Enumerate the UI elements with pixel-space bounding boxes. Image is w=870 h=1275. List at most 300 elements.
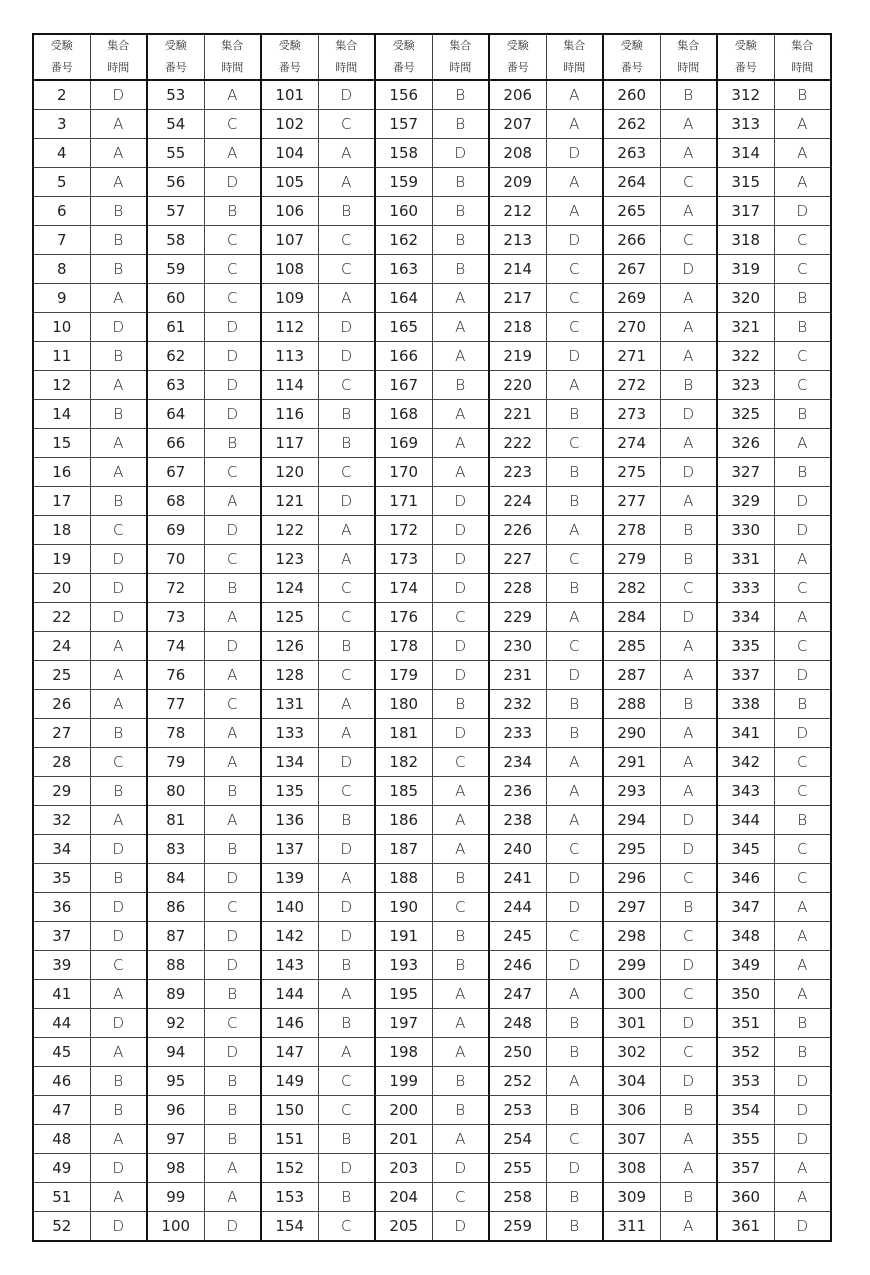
exam-number-cell: 12 xyxy=(33,371,90,400)
assembly-time-header-top: 集合 xyxy=(204,34,261,57)
exam-number-cell: 41 xyxy=(33,980,90,1009)
exam-number-cell: 79 xyxy=(147,748,204,777)
assembly-time-cell: B xyxy=(90,226,147,255)
assembly-time-cell: D xyxy=(546,951,603,980)
assembly-time-cell: B xyxy=(660,690,717,719)
exam-number-cell: 343 xyxy=(717,777,774,806)
assembly-time-cell: B xyxy=(660,893,717,922)
assembly-time-cell: A xyxy=(432,835,489,864)
exam-number-cell: 236 xyxy=(489,777,546,806)
exam-number-cell: 326 xyxy=(717,429,774,458)
exam-number-header-top: 受験 xyxy=(375,34,432,57)
assembly-time-cell: A xyxy=(774,951,831,980)
exam-number-cell: 37 xyxy=(33,922,90,951)
assembly-time-cell: B xyxy=(432,110,489,139)
assembly-time-cell: D xyxy=(660,603,717,632)
assembly-time-cell: D xyxy=(432,719,489,748)
assembly-time-cell: B xyxy=(432,255,489,284)
table-row xyxy=(33,197,831,226)
assembly-time-cell: A xyxy=(546,516,603,545)
exam-number-cell: 214 xyxy=(489,255,546,284)
assembly-time-cell: B xyxy=(432,951,489,980)
assembly-time-cell: B xyxy=(204,777,261,806)
assembly-time-cell: B xyxy=(318,632,375,661)
assembly-time-cell: B xyxy=(90,400,147,429)
header-row-top xyxy=(33,34,831,57)
assembly-time-cell: D xyxy=(318,487,375,516)
assembly-time-cell: D xyxy=(318,748,375,777)
assembly-time-cell: A xyxy=(318,864,375,893)
assembly-time-cell: D xyxy=(660,458,717,487)
assembly-time-cell: B xyxy=(204,1096,261,1125)
exam-number-cell: 28 xyxy=(33,748,90,777)
table-row xyxy=(33,1096,831,1125)
exam-number-cell: 325 xyxy=(717,400,774,429)
assembly-time-cell: C xyxy=(318,458,375,487)
exam-number-header-top: 受験 xyxy=(147,34,204,57)
assembly-time-cell: C xyxy=(318,371,375,400)
table-row xyxy=(33,168,831,197)
assembly-time-cell: A xyxy=(90,458,147,487)
exam-number-cell: 178 xyxy=(375,632,432,661)
assembly-time-cell: A xyxy=(546,80,603,110)
table-row xyxy=(33,545,831,574)
exam-number-cell: 302 xyxy=(603,1038,660,1067)
exam-number-cell: 246 xyxy=(489,951,546,980)
exam-number-header-bottom: 番号 xyxy=(147,57,204,80)
assembly-time-cell: D xyxy=(90,545,147,574)
exam-number-cell: 151 xyxy=(261,1125,318,1154)
exam-number-cell: 144 xyxy=(261,980,318,1009)
exam-number-cell: 300 xyxy=(603,980,660,1009)
assembly-time-cell: C xyxy=(318,603,375,632)
assembly-time-cell: D xyxy=(432,1154,489,1183)
assembly-time-cell: C xyxy=(204,255,261,284)
exam-number-cell: 58 xyxy=(147,226,204,255)
assembly-time-cell: C xyxy=(774,342,831,371)
exam-number-cell: 139 xyxy=(261,864,318,893)
table-row xyxy=(33,110,831,139)
assembly-time-cell: C xyxy=(204,226,261,255)
assembly-time-cell: D xyxy=(90,1009,147,1038)
assembly-time-cell: C xyxy=(318,574,375,603)
assembly-time-cell: B xyxy=(204,197,261,226)
exam-number-cell: 121 xyxy=(261,487,318,516)
assembly-time-cell: B xyxy=(660,80,717,110)
exam-number-cell: 59 xyxy=(147,255,204,284)
assembly-time-cell: D xyxy=(546,1154,603,1183)
assembly-time-cell: C xyxy=(774,226,831,255)
assembly-time-cell: A xyxy=(432,342,489,371)
exam-number-cell: 334 xyxy=(717,603,774,632)
exam-number-cell: 154 xyxy=(261,1212,318,1242)
exam-number-cell: 45 xyxy=(33,1038,90,1067)
exam-number-cell: 122 xyxy=(261,516,318,545)
exam-number-header-top: 受験 xyxy=(717,34,774,57)
assembly-time-header-top: 集合 xyxy=(660,34,717,57)
assembly-time-cell: C xyxy=(774,864,831,893)
assembly-time-cell: D xyxy=(204,516,261,545)
assembly-time-cell: C xyxy=(204,1009,261,1038)
assembly-time-cell: A xyxy=(660,284,717,313)
table-row xyxy=(33,458,831,487)
assembly-time-cell: D xyxy=(204,1038,261,1067)
assembly-time-header-bottom: 時間 xyxy=(774,57,831,80)
exam-number-cell: 4 xyxy=(33,139,90,168)
exam-number-cell: 298 xyxy=(603,922,660,951)
exam-number-cell: 73 xyxy=(147,603,204,632)
exam-number-cell: 53 xyxy=(147,80,204,110)
exam-number-header-top: 受験 xyxy=(489,34,546,57)
assembly-time-cell: B xyxy=(90,487,147,516)
table-row xyxy=(33,226,831,255)
exam-number-cell: 159 xyxy=(375,168,432,197)
exam-number-cell: 153 xyxy=(261,1183,318,1212)
assembly-time-cell: A xyxy=(660,661,717,690)
exam-number-cell: 92 xyxy=(147,1009,204,1038)
exam-number-cell: 352 xyxy=(717,1038,774,1067)
assembly-time-cell: A xyxy=(90,1125,147,1154)
assembly-time-cell: B xyxy=(90,197,147,226)
exam-number-cell: 209 xyxy=(489,168,546,197)
assembly-time-cell: A xyxy=(90,284,147,313)
exam-number-cell: 156 xyxy=(375,80,432,110)
assembly-time-cell: A xyxy=(660,487,717,516)
exam-number-cell: 112 xyxy=(261,313,318,342)
exam-number-cell: 69 xyxy=(147,516,204,545)
assembly-time-cell: C xyxy=(204,458,261,487)
table-row xyxy=(33,400,831,429)
assembly-time-cell: B xyxy=(546,690,603,719)
exam-number-cell: 232 xyxy=(489,690,546,719)
assembly-time-cell: A xyxy=(90,632,147,661)
exam-number-cell: 212 xyxy=(489,197,546,226)
exam-number-cell: 24 xyxy=(33,632,90,661)
table-row xyxy=(33,748,831,777)
assembly-time-cell: A xyxy=(774,429,831,458)
exam-number-cell: 351 xyxy=(717,1009,774,1038)
assembly-time-cell: A xyxy=(432,458,489,487)
assembly-time-cell: A xyxy=(432,1125,489,1154)
assembly-time-cell: D xyxy=(774,661,831,690)
table-row xyxy=(33,1154,831,1183)
assembly-time-cell: B xyxy=(546,1183,603,1212)
exam-number-cell: 34 xyxy=(33,835,90,864)
assembly-time-header-bottom: 時間 xyxy=(204,57,261,80)
assembly-time-cell: B xyxy=(774,80,831,110)
assembly-time-cell: C xyxy=(318,1212,375,1242)
exam-number-header-bottom: 番号 xyxy=(489,57,546,80)
exam-number-header-bottom: 番号 xyxy=(603,57,660,80)
exam-number-cell: 301 xyxy=(603,1009,660,1038)
assembly-time-cell: A xyxy=(546,980,603,1009)
assembly-time-cell: A xyxy=(546,197,603,226)
assembly-time-cell: B xyxy=(432,197,489,226)
exam-number-cell: 254 xyxy=(489,1125,546,1154)
exam-number-cell: 101 xyxy=(261,80,318,110)
assembly-time-cell: A xyxy=(774,1183,831,1212)
assembly-time-cell: B xyxy=(204,429,261,458)
exam-number-cell: 206 xyxy=(489,80,546,110)
assembly-time-cell: B xyxy=(774,284,831,313)
exam-number-cell: 188 xyxy=(375,864,432,893)
exam-number-cell: 353 xyxy=(717,1067,774,1096)
assembly-time-cell: B xyxy=(660,1183,717,1212)
table-row xyxy=(33,255,831,284)
exam-number-cell: 16 xyxy=(33,458,90,487)
assembly-time-cell: D xyxy=(90,313,147,342)
exam-number-cell: 174 xyxy=(375,574,432,603)
assembly-time-cell: A xyxy=(660,719,717,748)
exam-number-cell: 77 xyxy=(147,690,204,719)
exam-number-cell: 233 xyxy=(489,719,546,748)
assembly-time-cell: B xyxy=(204,1067,261,1096)
exam-number-cell: 306 xyxy=(603,1096,660,1125)
exam-number-cell: 64 xyxy=(147,400,204,429)
assembly-time-cell: B xyxy=(546,574,603,603)
assembly-time-header-top: 集合 xyxy=(90,34,147,57)
exam-number-cell: 147 xyxy=(261,1038,318,1067)
exam-number-cell: 288 xyxy=(603,690,660,719)
exam-number-cell: 182 xyxy=(375,748,432,777)
exam-number-cell: 46 xyxy=(33,1067,90,1096)
exam-number-cell: 163 xyxy=(375,255,432,284)
exam-number-cell: 107 xyxy=(261,226,318,255)
assembly-time-cell: A xyxy=(546,748,603,777)
assembly-time-cell: B xyxy=(546,1212,603,1242)
table-row xyxy=(33,951,831,980)
exam-number-cell: 142 xyxy=(261,922,318,951)
exam-number-cell: 170 xyxy=(375,458,432,487)
assembly-time-cell: A xyxy=(660,748,717,777)
assembly-time-cell: C xyxy=(90,516,147,545)
exam-number-cell: 100 xyxy=(147,1212,204,1242)
assembly-time-cell: B xyxy=(432,864,489,893)
assembly-time-cell: A xyxy=(90,371,147,400)
exam-number-cell: 98 xyxy=(147,1154,204,1183)
exam-number-cell: 330 xyxy=(717,516,774,545)
assembly-time-cell: B xyxy=(774,313,831,342)
assembly-time-cell: D xyxy=(204,371,261,400)
assembly-time-cell: D xyxy=(204,342,261,371)
assembly-time-cell: C xyxy=(774,255,831,284)
assembly-time-cell: D xyxy=(90,1212,147,1242)
exam-number-cell: 203 xyxy=(375,1154,432,1183)
exam-number-cell: 247 xyxy=(489,980,546,1009)
exam-number-cell: 198 xyxy=(375,1038,432,1067)
assembly-time-cell: A xyxy=(774,139,831,168)
assembly-time-cell: B xyxy=(660,1096,717,1125)
exam-number-cell: 224 xyxy=(489,487,546,516)
exam-number-cell: 52 xyxy=(33,1212,90,1242)
assembly-time-cell: D xyxy=(660,1067,717,1096)
assembly-time-cell: D xyxy=(90,574,147,603)
exam-number-cell: 263 xyxy=(603,139,660,168)
assembly-time-cell: C xyxy=(432,748,489,777)
assembly-time-cell: D xyxy=(660,835,717,864)
assembly-time-cell: B xyxy=(432,80,489,110)
assembly-time-cell: B xyxy=(204,1125,261,1154)
assembly-time-cell: C xyxy=(432,603,489,632)
assembly-time-cell: A xyxy=(774,168,831,197)
table-row xyxy=(33,516,831,545)
exam-number-cell: 341 xyxy=(717,719,774,748)
exam-number-cell: 124 xyxy=(261,574,318,603)
exam-number-cell: 96 xyxy=(147,1096,204,1125)
assembly-time-header-bottom: 時間 xyxy=(90,57,147,80)
assembly-time-cell: D xyxy=(774,197,831,226)
exam-number-cell: 217 xyxy=(489,284,546,313)
assembly-time-cell: B xyxy=(432,922,489,951)
assembly-time-cell: C xyxy=(546,284,603,313)
exam-number-cell: 335 xyxy=(717,632,774,661)
exam-number-cell: 314 xyxy=(717,139,774,168)
assembly-time-cell: B xyxy=(318,400,375,429)
exam-number-cell: 36 xyxy=(33,893,90,922)
assembly-time-cell: A xyxy=(432,429,489,458)
exam-number-cell: 10 xyxy=(33,313,90,342)
assembly-time-cell: A xyxy=(432,806,489,835)
exam-number-cell: 126 xyxy=(261,632,318,661)
table-row xyxy=(33,1183,831,1212)
assembly-time-cell: C xyxy=(90,951,147,980)
exam-number-cell: 22 xyxy=(33,603,90,632)
exam-number-cell: 252 xyxy=(489,1067,546,1096)
assembly-time-cell: D xyxy=(546,864,603,893)
assembly-time-cell: D xyxy=(660,255,717,284)
exam-number-cell: 197 xyxy=(375,1009,432,1038)
assembly-time-cell: D xyxy=(318,313,375,342)
exam-number-cell: 186 xyxy=(375,806,432,835)
exam-number-cell: 291 xyxy=(603,748,660,777)
assembly-time-cell: B xyxy=(432,1096,489,1125)
exam-number-cell: 78 xyxy=(147,719,204,748)
assembly-time-cell: C xyxy=(546,1125,603,1154)
assembly-time-cell: C xyxy=(204,284,261,313)
exam-number-cell: 190 xyxy=(375,893,432,922)
assembly-time-header-bottom: 時間 xyxy=(432,57,489,80)
exam-number-cell: 308 xyxy=(603,1154,660,1183)
assembly-time-cell: A xyxy=(660,342,717,371)
exam-number-cell: 6 xyxy=(33,197,90,226)
exam-number-cell: 221 xyxy=(489,400,546,429)
exam-number-cell: 39 xyxy=(33,951,90,980)
exam-number-cell: 5 xyxy=(33,168,90,197)
exam-number-cell: 264 xyxy=(603,168,660,197)
exam-number-cell: 260 xyxy=(603,80,660,110)
assembly-time-cell: A xyxy=(204,661,261,690)
assembly-time-cell: D xyxy=(204,864,261,893)
exam-number-cell: 166 xyxy=(375,342,432,371)
exam-number-cell: 228 xyxy=(489,574,546,603)
exam-number-cell: 162 xyxy=(375,226,432,255)
exam-number-cell: 312 xyxy=(717,80,774,110)
assembly-time-cell: D xyxy=(204,922,261,951)
assembly-time-cell: A xyxy=(774,110,831,139)
exam-number-cell: 83 xyxy=(147,835,204,864)
exam-number-cell: 226 xyxy=(489,516,546,545)
assembly-time-cell: A xyxy=(432,284,489,313)
table-row xyxy=(33,864,831,893)
exam-number-cell: 323 xyxy=(717,371,774,400)
assembly-time-cell: A xyxy=(90,980,147,1009)
assembly-time-cell: B xyxy=(318,951,375,980)
exam-number-cell: 318 xyxy=(717,226,774,255)
assembly-time-cell: B xyxy=(90,1067,147,1096)
exam-number-cell: 131 xyxy=(261,690,318,719)
exam-number-cell: 234 xyxy=(489,748,546,777)
exam-number-cell: 171 xyxy=(375,487,432,516)
exam-number-cell: 88 xyxy=(147,951,204,980)
exam-number-cell: 48 xyxy=(33,1125,90,1154)
exam-number-cell: 255 xyxy=(489,1154,546,1183)
assembly-time-cell: B xyxy=(432,168,489,197)
assembly-time-cell: D xyxy=(90,835,147,864)
assembly-time-cell: B xyxy=(90,777,147,806)
assembly-time-cell: C xyxy=(774,632,831,661)
assembly-time-cell: C xyxy=(660,864,717,893)
assembly-time-cell: C xyxy=(432,1183,489,1212)
exam-number-cell: 66 xyxy=(147,429,204,458)
exam-number-cell: 270 xyxy=(603,313,660,342)
assembly-time-cell: A xyxy=(204,806,261,835)
exam-number-cell: 125 xyxy=(261,603,318,632)
assembly-time-cell: B xyxy=(774,690,831,719)
assembly-time-cell: A xyxy=(318,516,375,545)
exam-number-cell: 120 xyxy=(261,458,318,487)
assembly-time-cell: B xyxy=(546,400,603,429)
exam-number-cell: 108 xyxy=(261,255,318,284)
exam-number-cell: 81 xyxy=(147,806,204,835)
assembly-time-header-bottom: 時間 xyxy=(546,57,603,80)
exam-number-cell: 32 xyxy=(33,806,90,835)
assembly-time-cell: B xyxy=(774,1038,831,1067)
exam-number-cell: 169 xyxy=(375,429,432,458)
assembly-time-cell: A xyxy=(318,719,375,748)
exam-number-cell: 331 xyxy=(717,545,774,574)
assembly-time-cell: A xyxy=(660,1154,717,1183)
exam-number-cell: 181 xyxy=(375,719,432,748)
exam-number-cell: 191 xyxy=(375,922,432,951)
assembly-time-cell: D xyxy=(774,516,831,545)
exam-number-cell: 67 xyxy=(147,458,204,487)
assembly-time-cell: A xyxy=(204,1154,261,1183)
exam-number-cell: 143 xyxy=(261,951,318,980)
exam-number-cell: 282 xyxy=(603,574,660,603)
assembly-time-cell: A xyxy=(774,603,831,632)
exam-number-cell: 355 xyxy=(717,1125,774,1154)
assembly-time-cell: A xyxy=(546,371,603,400)
assembly-time-cell: B xyxy=(90,864,147,893)
exam-number-cell: 14 xyxy=(33,400,90,429)
exam-number-cell: 337 xyxy=(717,661,774,690)
exam-number-cell: 123 xyxy=(261,545,318,574)
assembly-time-cell: D xyxy=(90,603,147,632)
assembly-time-cell: A xyxy=(318,545,375,574)
exam-number-cell: 293 xyxy=(603,777,660,806)
assembly-time-cell: A xyxy=(318,168,375,197)
assembly-time-cell: B xyxy=(318,1183,375,1212)
exam-number-cell: 117 xyxy=(261,429,318,458)
exam-number-cell: 20 xyxy=(33,574,90,603)
assembly-time-cell: C xyxy=(204,110,261,139)
assembly-time-cell: A xyxy=(546,777,603,806)
assembly-time-cell: A xyxy=(432,1009,489,1038)
table-row xyxy=(33,632,831,661)
assembly-time-cell: A xyxy=(774,1154,831,1183)
exam-number-cell: 201 xyxy=(375,1125,432,1154)
exam-number-cell: 287 xyxy=(603,661,660,690)
